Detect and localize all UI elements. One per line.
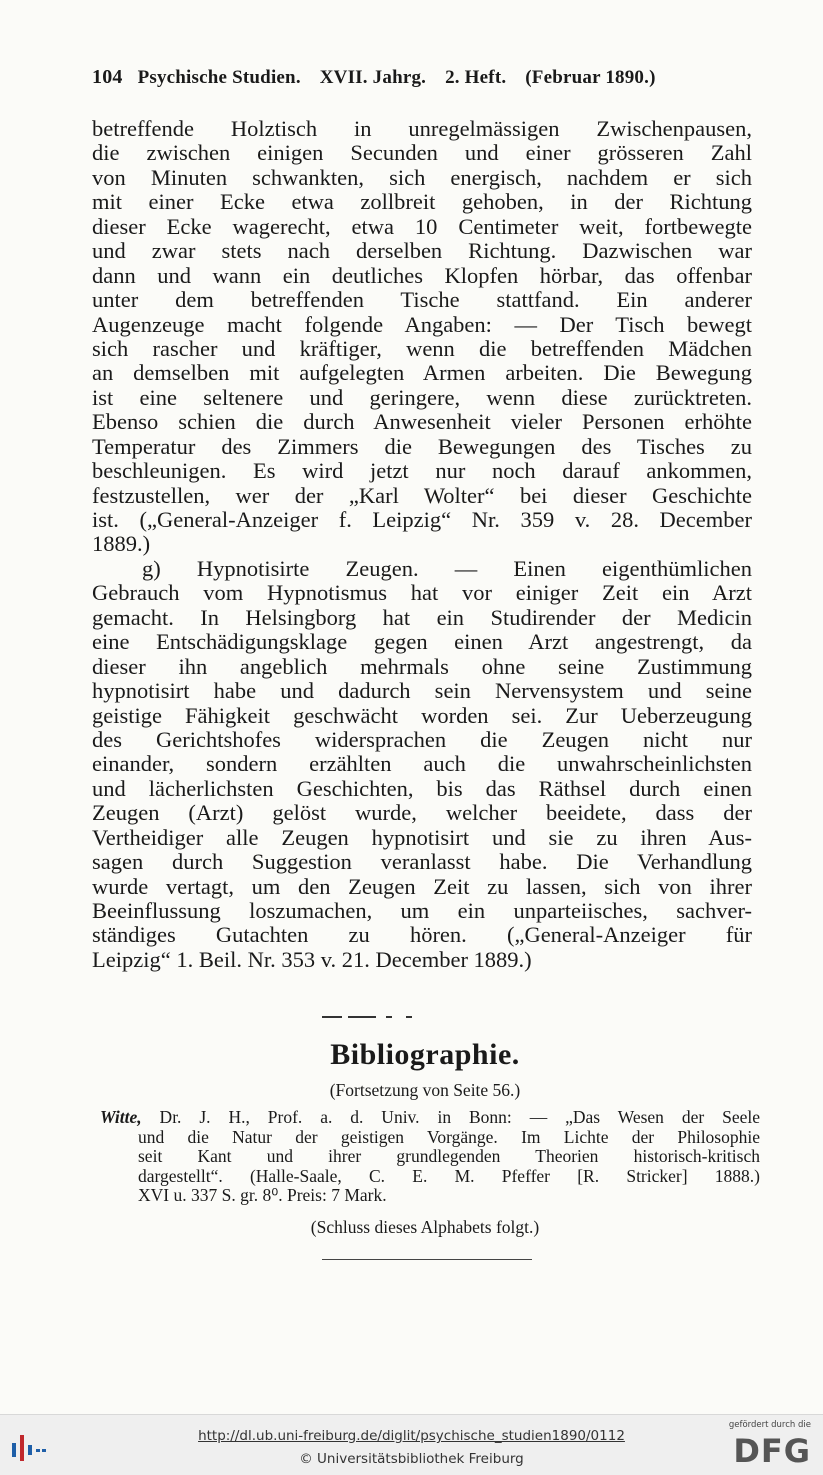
text-line: Zeugen (Arzt) gelöst wurde, welcher beeidete, dass der	[92, 800, 752, 826]
text-line: die zwischen einigen Secunden und einer grösseren Zahl	[92, 140, 752, 166]
text-line: sagen durch Suggestion veranlasst habe. Die Verhandlung	[92, 849, 752, 875]
text-line: an demselben mit aufgelegten Armen arbeiten. Die Bewegung	[92, 360, 752, 386]
copyright-notice: © Universitätsbibliothek Freiburg	[299, 1451, 524, 1467]
section-title: Bibliographie.	[330, 1038, 520, 1071]
text-line: mit einer Ecke etwa zollbreit gehoben, in der Richtung	[92, 189, 752, 215]
text-line: Leipzig“ 1. Beil. Nr. 353 v. 21. December 1889.)	[92, 946, 532, 972]
text-line: dann und wann ein deutliches Klopfen hörbar, das offenbar	[92, 262, 752, 288]
text-line: eine Entschädigungsklage gegen einen Arzt angestrengt, da	[92, 629, 752, 655]
bibliography-closing: (Schluss dieses Alphabets folgt.)	[310, 1217, 540, 1237]
text-line: Augenzeuge macht folgende Angaben: — Der Tisch bewegt	[92, 311, 752, 337]
section-divider	[322, 1016, 412, 1018]
text-line: und zwar stets nach derselben Richtung. Dazwischen war	[92, 238, 752, 264]
issue-label: 2. Heft.	[445, 67, 507, 88]
bib-line: und die Natur der geistigen Vorgänge. Im Lichte der Philosophie	[138, 1126, 760, 1147]
text-line: Beeinflussung loszumachen, um ein unparteiisches, sachver-	[92, 898, 752, 923]
text-line: unter dem betreffenden Tische stattfand. Ein anderer	[92, 287, 752, 313]
section-subtitle: (Fortsetzung von Seite 56.)	[329, 1080, 521, 1100]
text-line: hypnotisirt habe und dadurch sein Nervensystem und seine	[92, 678, 752, 704]
page-number: 104	[92, 66, 123, 88]
text-line: ist eine seltenere und geringere, wenn diese zurücktreten.	[92, 384, 752, 410]
permalink-url[interactable]: http://dl.ub.uni-freiburg.de/diglit/psychische_studien1890/0112	[198, 1428, 625, 1444]
text-line: betreffende Holztisch in unregelmässigen Zwischenpausen,	[92, 116, 752, 141]
text-line: ständiges Gutachten zu hören. („General-Anzeiger für	[92, 922, 752, 948]
text-line: dieser Ecke wagerecht, etwa 10 Centimeter weit, fortbewegte	[92, 213, 752, 239]
text-line: und lächerlichsten Geschichten, bis das Räthsel durch einen	[92, 775, 752, 801]
bib-line	[100, 1108, 760, 1128]
text-line: gemacht. In Helsingborg hat ein Studirender der Medicin	[92, 604, 752, 630]
text-line: einander, sondern erzählten auch die unwahrscheinlichsten	[92, 751, 752, 777]
issue-date: (Februar 1890.)	[525, 67, 656, 88]
viewer-footer	[0, 1414, 823, 1475]
text-line: geistige Fähigkeit geschwächt worden sei. Zur Ueberzeugung	[92, 702, 752, 728]
article-body	[92, 117, 752, 972]
text-line: Temperatur des Zimmers die Bewegungen des Tisches zu	[92, 433, 752, 459]
funded-by-label: gefördert durch die	[728, 1420, 811, 1430]
section-heading-line: g) Hypnotisirte Zeugen. — Einen eigenthümlichen	[142, 555, 752, 581]
text-line: sich rascher und kräftiger, wenn die betreffenden Mädchen	[92, 335, 752, 361]
bib-line: XVI u. 337 S. gr. 8⁰. Preis: 7 Mark.	[138, 1185, 387, 1205]
journal-title: Psychische Studien.	[137, 67, 301, 88]
volume-label: XVII. Jahrg.	[319, 67, 427, 88]
text-line: Vertheidiger alle Zeugen hypnotisirt und sie zu ihren Aus-	[92, 824, 752, 850]
end-divider	[312, 1259, 532, 1260]
text-line: festzustellen, wer der „Karl Wolter“ bei dieser Geschichte	[92, 482, 752, 508]
dfg-logo[interactable]: DFG	[733, 1432, 811, 1470]
bib-line: seit Kant und ihrer grundlegenden Theorien historisch-kritisch	[138, 1146, 760, 1166]
running-header	[92, 66, 732, 89]
text-line: Ebenso schien die durch Anwesenheit vieler Personen erhöhte	[92, 409, 752, 435]
text-line: von Minuten schwankten, sich energisch, nachdem er sich	[92, 164, 752, 190]
bibliography-entry	[100, 1108, 760, 1206]
text-line: beschleunigen. Es wird jetzt nur noch darauf ankommen,	[92, 458, 752, 484]
text-line: 1889.)	[92, 531, 151, 557]
text-line: des Gerichtshofes widersprachen die Zeugen nicht nur	[92, 726, 752, 752]
bib-author: Witte,	[100, 1107, 142, 1127]
text-line: wurde vertagt, um den Zeugen Zeit zu lassen, sich von ihrer	[92, 873, 752, 899]
text-line: ist. („General-Anzeiger f. Leipzig“ Nr. 359 v. 28. December	[92, 507, 752, 532]
text-line: Gebrauch vom Hypnotismus hat vor einiger Zeit ein Arzt	[92, 580, 752, 606]
bib-line-text: Dr. J. H., Prof. a. d. Univ. in Bonn: — „Das Wesen der Seele	[141, 1107, 760, 1127]
bib-line: dargestellt“. (Halle-Saale, C. E. M. Pfeffer [R. Stricker] 1888.)	[138, 1165, 760, 1186]
text-line: dieser ihn angeblich mehrmals ohne seine Zustimmung	[92, 653, 752, 679]
